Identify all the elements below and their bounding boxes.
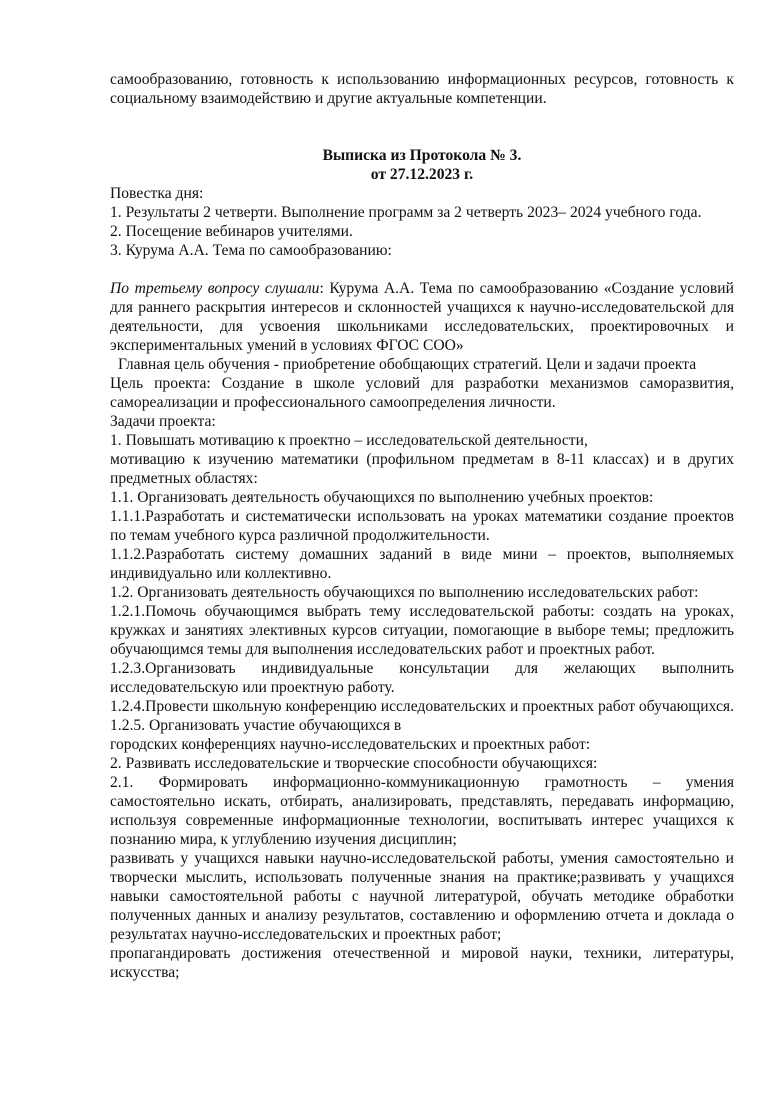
skills-paragraph: развивать у учащихся навыки научно-исследовательской работы, умения самостоятельно и творчески мыслить, использовать полученные знания на практике;развивать у учащихся навыки самостоятельной работы с научной литературой, обучать методике обработки полученных данных и анализу результатов, составлению и оформлению отчета и доклада о результатах научно-исследовательских и проектных работ;	[110, 850, 734, 943]
agenda-item-1: 1. Результаты 2 четверти. Выполнение программ за 2 четверть 2023– 2024 учебного года.	[110, 204, 702, 221]
task-1-continued: мотивацию к изучению математики (профильном предметам в 8-11 классах) и в других предметных областях:	[110, 451, 734, 487]
task-1-2-5-continued: городских конференциях научно-исследовательских и проектных работ:	[110, 736, 591, 753]
agenda-item-3: 3. Курума А.А. Тема по самообразованию:	[110, 242, 392, 259]
third-question-text: : Курума А.А. Тема по самообразованию «Создание условий для раннего раскрытия интересов и склонностей учащихся к научно-исследовательской для деятельности, для усвоения школьниками исследовательских, проектировочных и экспериментальных умений в условиях ФГОС СОО»	[110, 280, 734, 354]
main-goal: Главная цель обучения - приобретение обобщающих стратегий. Цели и задачи проекта	[118, 356, 697, 373]
third-question-lead: По третьему вопросу слушали	[110, 280, 320, 297]
intro-paragraph: самообразованию, готовность к использованию информационных ресурсов, готовность к социальному взаимодействию и другие актуальные компетенции.	[110, 71, 734, 107]
protocol-title: Выписка из Протокола № 3.	[322, 147, 522, 164]
task-2: 2. Развивать исследовательские и творческие способности обучающихся:	[110, 755, 598, 772]
spacer	[110, 108, 734, 146]
third-question-paragraph	[110, 279, 734, 355]
task-1-2: 1.2. Организовать деятельность обучающихся по выполнению исследовательских работ:	[110, 584, 699, 601]
agenda-label: Повестка дня:	[110, 185, 204, 202]
task-1-1-1: 1.1.1.Разработать и систематически использовать на уроках математики создание проектов по темам учебного курса различной продолжительности.	[110, 508, 734, 544]
task-2-1: 2.1. Формировать информационно-коммуникационную грамотность – умения самостоятельно искать, отбирать, анализировать, представлять, передавать информацию, используя современные информационные технологии, воспитывать интерес учащихся к познанию мира, к углублению изучения дисциплин;	[110, 774, 734, 848]
protocol-date: от 27.12.2023 г.	[370, 166, 474, 183]
task-1-1: 1.1. Организовать деятельность обучающихся по выполнению учебных проектов:	[110, 489, 654, 506]
agenda-item-2: 2. Посещение вебинаров учителями.	[110, 223, 353, 240]
task-1-2-3: 1.2.3.Организовать индивидуальные консультации для желающих выполнить исследовательскую или проектную работу.	[110, 660, 734, 696]
task-1-2-4: 1.2.4.Провести школьную конференцию исследовательских и проектных работ обучающихся.	[110, 698, 734, 715]
task-1: 1. Повышать мотивацию к проектно – исследовательской деятельности,	[110, 432, 588, 449]
tasks-label: Задачи проекта:	[110, 413, 216, 430]
task-1-2-5: 1.2.5. Организовать участие обучающихся в	[110, 717, 402, 734]
project-goal: Цель проекта: Создание в школе условий для разработки механизмов саморазвития, самореализации и профессионального самоопределения личности.	[110, 375, 734, 411]
task-1-2-1: 1.2.1.Помочь обучающимся выбрать тему исследовательской работы: создать на уроках, кружках и занятиях элективных курсов ситуации, помогающие в выборе темы; предложить обучающимся темы для выполнения исследовательских работ и проектных работ.	[110, 603, 734, 658]
promote-paragraph: пропагандировать достижения отечественной и мировой науки, техники, литературы, искусства;	[110, 945, 734, 981]
spacer	[110, 260, 734, 279]
task-1-1-2: 1.1.2.Разработать систему домашних заданий в виде мини – проектов, выполняемых индивидуально или коллективно.	[110, 546, 734, 582]
